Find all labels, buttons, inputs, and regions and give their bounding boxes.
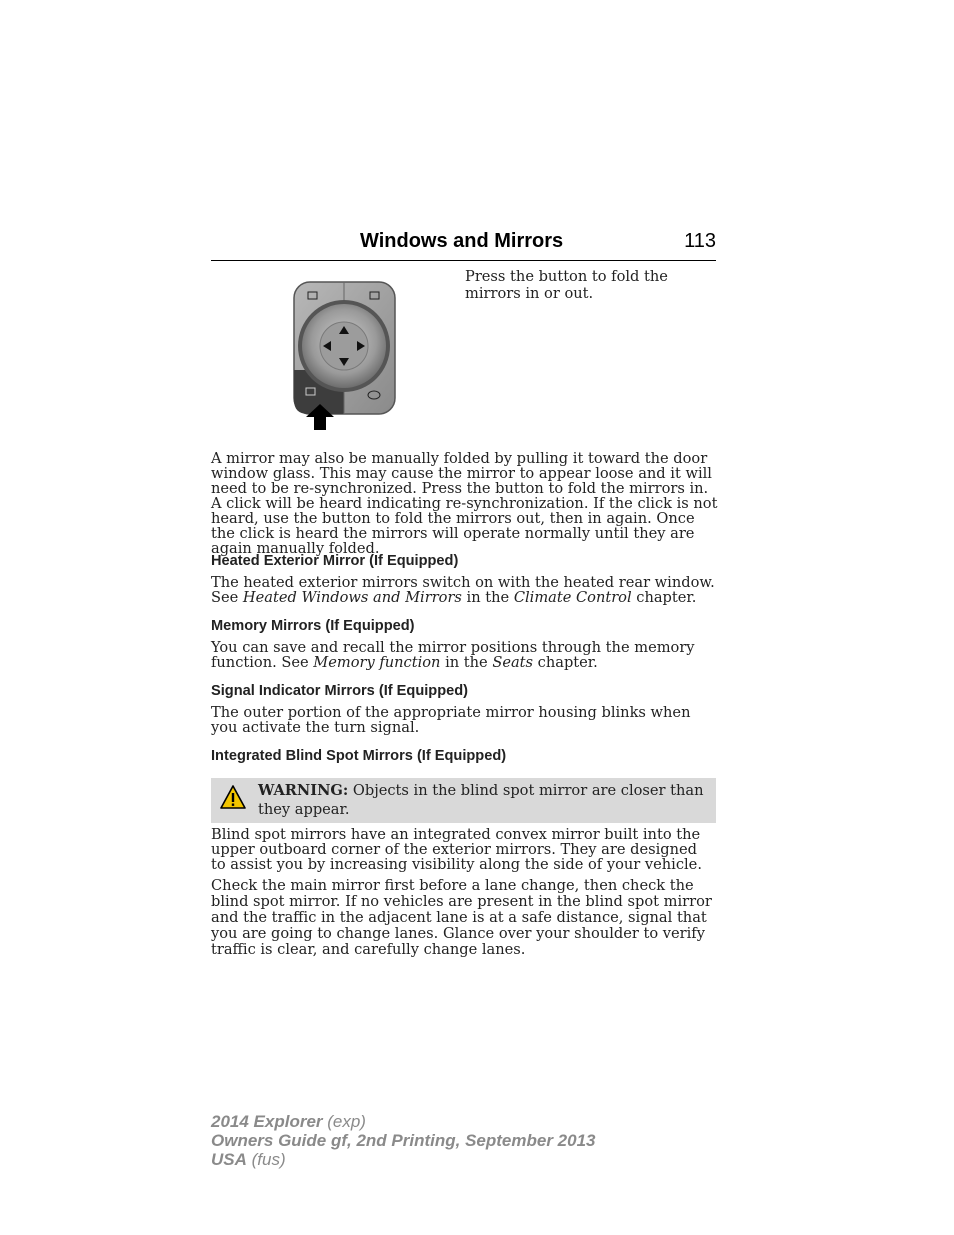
footer-line-3 — [211, 1150, 731, 1169]
footer-market-code: (fus) — [246, 1150, 286, 1169]
footer-model: 2014 Explorer — [211, 1112, 323, 1131]
reference-heated-windows: Heated Windows and Mirrors — [242, 589, 462, 606]
warning-triangle-icon — [219, 784, 247, 810]
reference-climate-control: Climate Control — [513, 589, 632, 606]
text-segment: You can save and recall the mirror positions through the memory function. See — [211, 639, 695, 671]
page-header — [211, 230, 716, 261]
footer-edition: Owners Guide gf, 2nd Printing, September 2013 — [211, 1131, 596, 1150]
heated-mirror-text — [211, 575, 721, 605]
mirror-switch-figure — [290, 278, 400, 430]
footer-line-1 — [211, 1112, 731, 1131]
footer-market: USA — [211, 1150, 247, 1169]
text-segment: chapter. — [533, 654, 598, 671]
blind-spot-paragraph-2: Check the main mirror first before a lane change, then check the blind spot mirror. If no vehicles are present in the blind spot mirror and the traffic in the adjacent lane is at a safe distance, signal that you are going to change lanes. Glance over your shoulder to verify traffic is clear, and carefully change lanes. — [211, 877, 712, 958]
text-segment: in the — [461, 589, 514, 606]
text-segment: in the — [440, 654, 493, 671]
figure-caption: Press the button to fold the mirrors in or out. — [465, 268, 668, 302]
signal-indicator-text: The outer portion of the appropriate mirror housing blinks when you activate the turn signal. — [211, 704, 691, 736]
reference-seats: Seats — [492, 654, 534, 671]
warning-text — [258, 781, 713, 819]
section-heading-memory-mirrors: Memory Mirrors (If Equipped) — [211, 618, 415, 634]
warning-message: Objects in the blind spot mirror are closer than they appear. — [258, 782, 704, 818]
section-heading-blind-spot: Integrated Blind Spot Mirrors (If Equipped) — [211, 748, 507, 764]
footer-model-code: (exp) — [322, 1112, 366, 1131]
text-segment: chapter. — [631, 589, 697, 606]
blind-spot-paragraph-1: Blind spot mirrors have an integrated convex mirror built into the upper outboard corner of the exterior mirrors. They are designed to assist you by increasing visibility along the side of your vehicle. — [211, 826, 702, 873]
chapter-title: Windows and Mirrors — [360, 230, 564, 252]
warning-label: WARNING: — [258, 782, 349, 799]
warning-box — [211, 778, 716, 823]
footer-line-2 — [211, 1131, 731, 1150]
text-segment: The heated exterior mirrors switch on with the heated rear window. See — [211, 574, 715, 606]
section-heading-heated-mirror: Heated Exterior Mirror (If Equipped) — [211, 553, 459, 569]
page-footer — [211, 1112, 731, 1169]
intro-paragraph: A mirror may also be manually folded by pulling it toward the door window glass. This may cause the mirror to appear loose and it will need to be re-synchronized. Press the button to fold the mirrors in. A click will be heard indicating re-synchronization. If the click is not heard, use the button to fold the mirrors out, then in again. Once the click is heard the mirrors will operate normally until they are again manually folded. — [211, 450, 718, 557]
memory-mirrors-text — [211, 640, 721, 670]
page-number: 113 — [684, 230, 716, 252]
reference-memory-function: Memory function — [313, 654, 441, 671]
arrow-up-icon — [306, 404, 334, 430]
section-heading-signal-indicator: Signal Indicator Mirrors (If Equipped) — [211, 683, 469, 699]
